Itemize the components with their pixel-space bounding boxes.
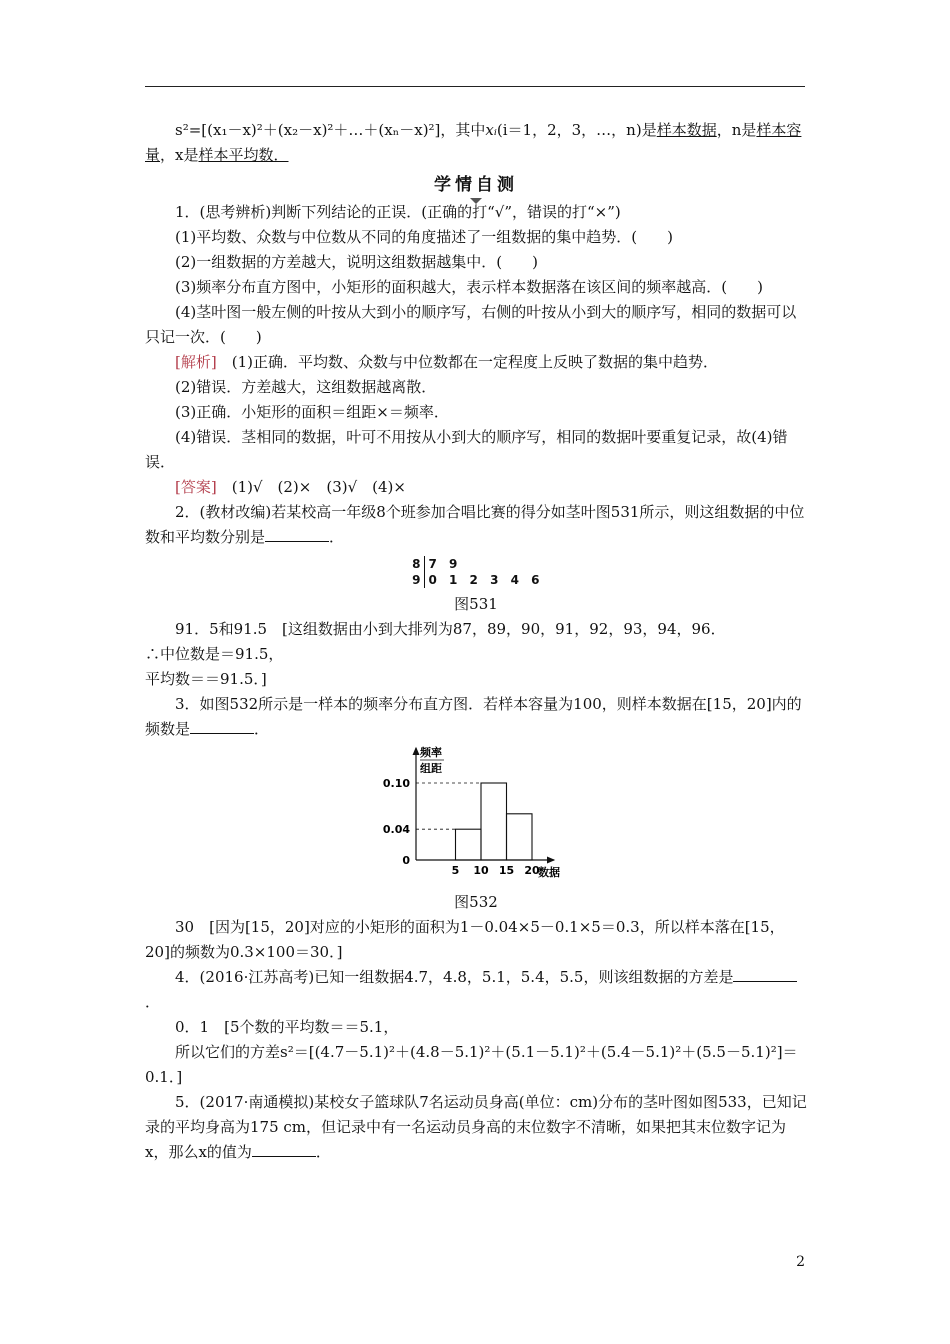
stem: 9: [409, 572, 425, 588]
q2-answer-median: ∴中位数是＝91.5，: [145, 645, 284, 663]
x-axis-label: 数据: [538, 866, 560, 879]
figure-532-caption: 图532: [454, 893, 498, 911]
x-tick-label: 20: [524, 864, 540, 877]
stem-leaf-row: [409, 556, 544, 572]
x-tick-label: 5: [451, 864, 460, 877]
q3-answer-blank: [190, 719, 254, 734]
q1-analysis-1-text: (1)正确．平均数、众数与中位数都在一定程度上反映了数据的集中趋势．: [231, 353, 718, 371]
page-content: [145, 118, 807, 1165]
header-rule: [145, 86, 805, 87]
q1-analysis-4: (4)错误．茎相同的数据，叶可不用按从小到大的顺序写，相同的数据叶要重复记录，故(4)错误．: [145, 428, 788, 471]
y-tick-label: 0.10: [382, 777, 410, 790]
q1-analysis-2: (2)错误．方差越大，这组数据越离散．: [175, 378, 437, 396]
x-tick-label: 15: [498, 864, 515, 877]
figure-531-caption: 图531: [454, 595, 498, 613]
formula-capacity: 容量: [145, 121, 802, 164]
y-tick-label: 0: [402, 854, 410, 867]
q1-item-3: (3)频率分布直方图中，小矩形的面积越大，表示样本数据落在该区间的频率越高．( ): [175, 278, 763, 296]
frequency-histogram: [376, 742, 576, 882]
leaves: 7 9: [428, 557, 462, 571]
variance-formula: [145, 118, 807, 168]
section-title: [145, 172, 807, 200]
q2-answer: 91．5和91.5 [这组数据由小到大排列为87，89，90，91，92，93，94，96．: [175, 620, 726, 638]
y-axis-label-bottom: 组距: [420, 762, 442, 775]
stem-leaf-row: [409, 572, 544, 588]
q2-answer-blank: [265, 527, 329, 542]
stem-leaf-figure-531: [145, 550, 807, 592]
q4-stem: [145, 965, 807, 1015]
answer-tag: [答案]: [175, 478, 217, 496]
q2-answer-mean: 平均数＝＝91.5．]: [145, 670, 267, 688]
section-title-text: 学情自测: [434, 175, 518, 195]
q3-stem-text: 3．如图532所示是一样本的频率分布直方图．若样本容量为100，则样本数据在[15，20]内的频数是: [145, 695, 802, 738]
stem-leaf-plot: [409, 556, 544, 588]
q2-stem: [145, 500, 807, 550]
q4-answer-variance: 所以它们的方差s²＝[(4.7－5.1)²＋(4.8－5.1)²＋(5.1－5.1)²＋(5.4－5.1)²＋(5.5－5.1)²]＝0.1．]: [145, 1043, 798, 1086]
q1-item-2: (2)一组数据的方差越大，说明这组数据越集中．( ): [175, 253, 538, 271]
formula-range: (i＝1，2，3，…，n)是: [496, 121, 657, 139]
histogram-bar: [481, 783, 507, 860]
q3-stem-end: ．: [254, 720, 270, 738]
y-axis-label-top: 频率: [420, 746, 442, 759]
section-title-marker: [470, 198, 482, 204]
q1-item-4: (4)茎叶图一般左侧的叶按从大到小的顺序写，右侧的叶按从小到大的顺序写，相同的数据可以只记一次．( ): [145, 303, 797, 346]
formula-n-is: ，n是: [716, 121, 757, 139]
q2-stem-end: ．: [329, 528, 345, 546]
histogram-bar: [456, 829, 482, 860]
page-number: 2: [796, 1254, 805, 1270]
q5-stem-text: 5．(2017·南通模拟)某校女子篮球队7名运动员身高(单位：cm)分布的茎叶图如图533，已知记录的平均身高为175 cm，但记录中有一名运动员身高的末位数字不清晰，如果把其末位数字记为x，那么x的值为: [145, 1093, 807, 1161]
q1-analysis-1: [145, 350, 807, 375]
formula-sample-data: 样本数据: [656, 121, 717, 139]
histogram-bar: [507, 814, 533, 860]
formula-xi: xᵢ: [485, 121, 497, 139]
q1-analysis-3: (3)正确．小矩形的面积＝组距×＝频率．: [175, 403, 449, 421]
stem: 8: [409, 556, 425, 572]
y-tick-label: 0.04: [382, 823, 410, 837]
analysis-tag: [解析]: [175, 353, 217, 371]
formula-s2: s²=[(x₁－x)²＋(x₂－x)²＋…＋(xₙ－x)²]，其中: [175, 121, 486, 139]
q4-answer-blank: [733, 967, 797, 982]
q2-stem-text: 2．(教材改编)若某校高一年级8个班参加合唱比赛的得分如茎叶图531所示，则这组数据的中位数和平均数分别是: [145, 503, 805, 546]
q3-stem: [145, 692, 807, 742]
q5-answer-blank: [252, 1142, 316, 1157]
q4-answer: 0．1 [5个数的平均数＝＝5.1，: [175, 1018, 399, 1036]
q4-stem-text: 4．(2016·江苏高考)已知一组数据4.7，4.8，5.1，5.4，5.5，则该组数据的方差是: [175, 968, 734, 986]
q1-answer-text: (1)√ (2)× (3)√ (4)×: [231, 478, 406, 496]
q1-item-1: (1)平均数、众数与中位数从不同的角度描述了一组数据的集中趋势．( ): [175, 228, 673, 246]
formula-x-is: ，x是: [160, 146, 199, 164]
q3-answer: 30 [因为[15，20]对应的小矩形的面积为1－0.04×5－0.1×5＝0.3，所以样本落在[15，20]的频数为0.3×100＝30．]: [145, 918, 785, 961]
x-tick-label: 10: [473, 864, 489, 877]
q5-stem: [145, 1090, 807, 1165]
q1-answer: [145, 475, 807, 500]
formula-sample-mean: 样本平均数．: [198, 146, 289, 164]
q1-stem: 1．(思考辨析)判断下列结论的正误．(正确的打“√”，错误的打“×”): [175, 203, 621, 221]
histogram-figure-532: [145, 742, 807, 890]
formula-sample: 样本: [756, 121, 787, 139]
q5-stem-end: ．: [315, 1143, 331, 1161]
q4-stem-end: ．: [145, 993, 161, 1011]
leaves: 0 1 2 3 4 6: [428, 573, 544, 587]
